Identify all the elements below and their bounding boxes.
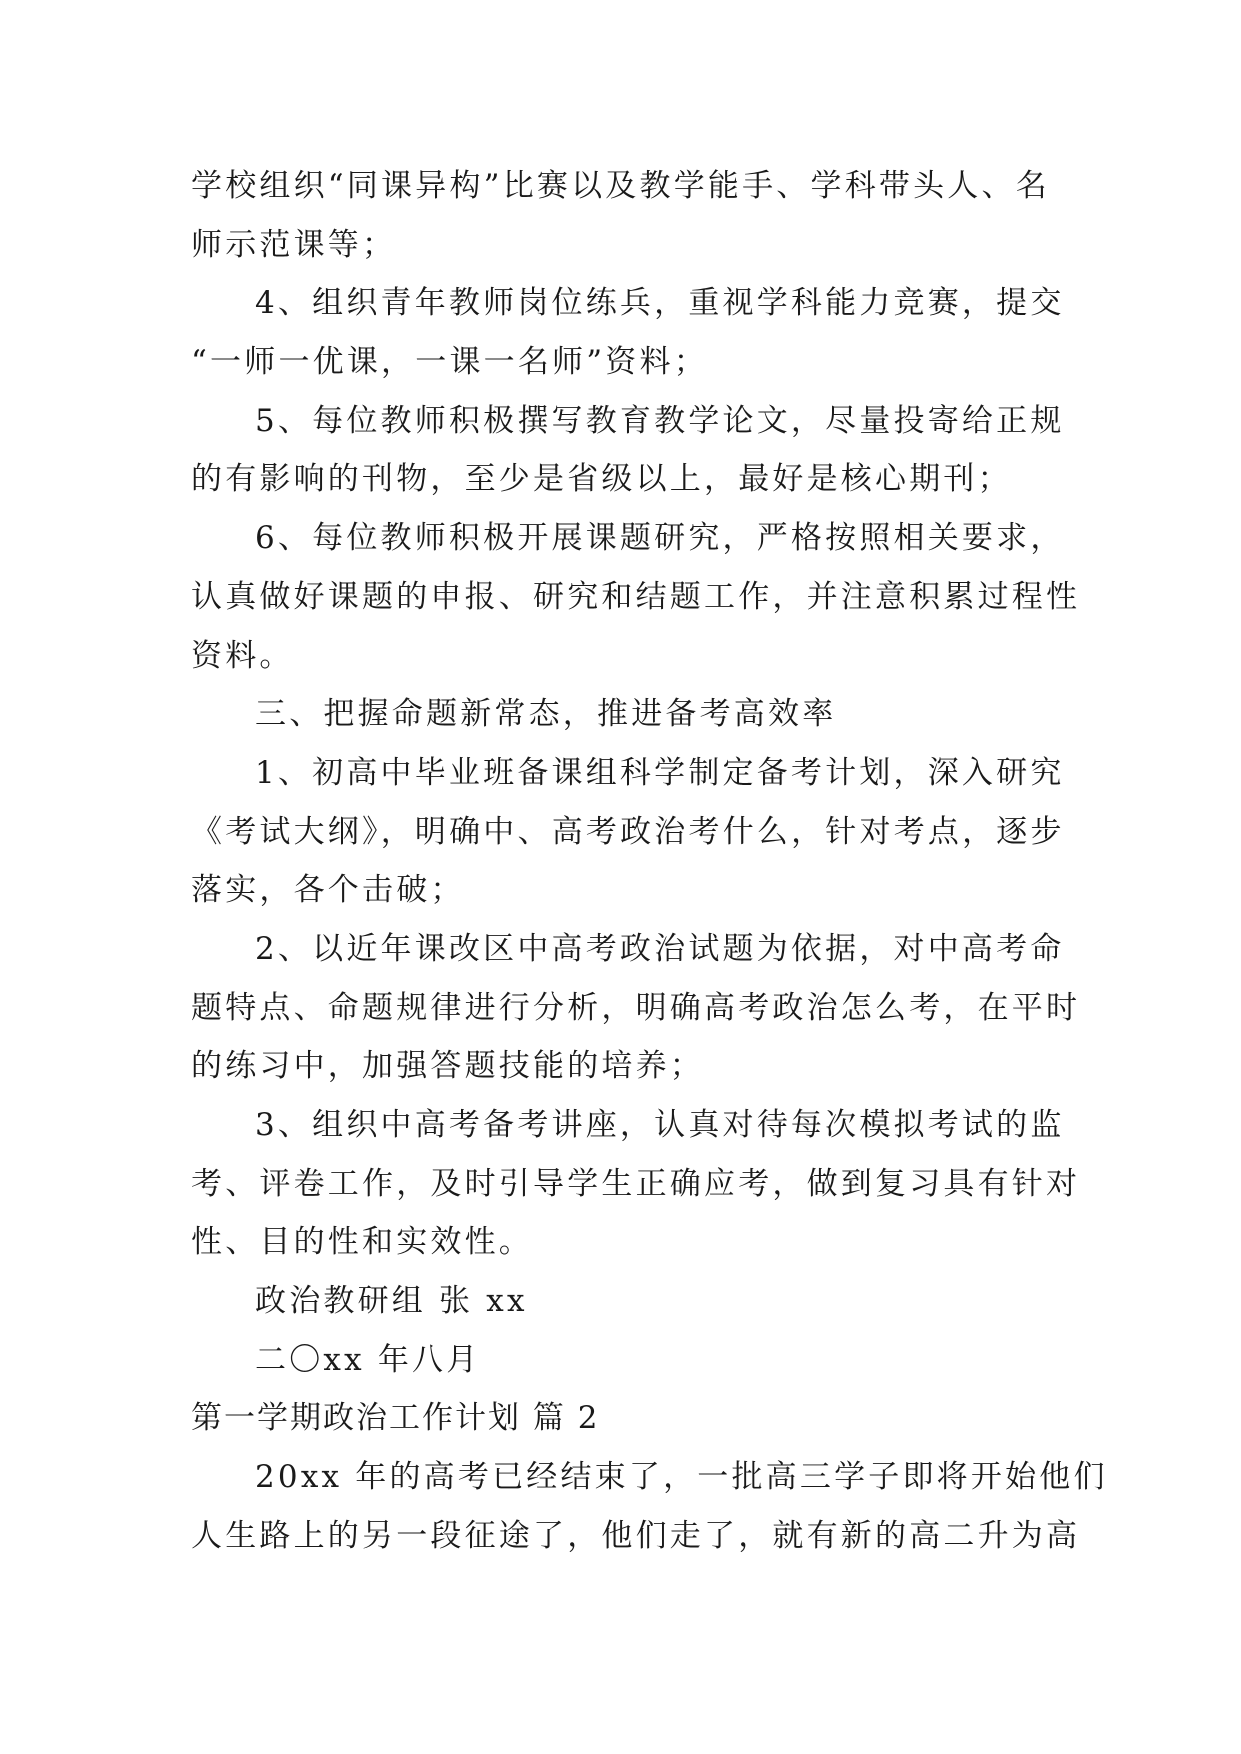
signature-line: 政治教研组 张 xx	[255, 1283, 528, 1320]
text-line: 3、组织中高考备考讲座，认真对待每次模拟考试的监	[255, 1107, 1065, 1143]
text-line: 落实，各个击破；	[191, 872, 465, 909]
text-line: 4、组织青年教师岗位练兵，重视学科能力竞赛，提交	[255, 285, 1065, 322]
text-line: 5、每位教师积极撰写教育教学论文，尽量投寄给正规	[255, 402, 1065, 439]
document-page	[191, 157, 1108, 1566]
text-line: 20xx 年的高考已经结束了，一批高三学子即将开始他们	[255, 1459, 1108, 1496]
text-line: 师示范课等；	[191, 226, 397, 263]
text-line: 学校组织“同课异构”比赛以及教学能手、学科带头人、名	[191, 168, 1050, 204]
text-line: 资料。	[191, 637, 294, 674]
text-line: 《考试大纲》，明确中、高考政治考什么，针对考点，逐步	[191, 813, 1065, 850]
text-line: 性、目的性和实效性。	[191, 1224, 533, 1261]
text-line: 人生路上的另一段征途了，他们走了，就有新的高二升为高	[191, 1517, 1081, 1554]
text-line: 认真做好课题的申报、研究和结题工作，并注意积累过程性	[191, 578, 1081, 615]
text-line: 考、评卷工作，及时引导学生正确应考，做到复习具有针对	[191, 1165, 1081, 1202]
text-line: 的练习中，加强答题技能的培养；	[191, 1048, 704, 1085]
section-heading: 三、把握命题新常态，推进备考高效率	[255, 696, 837, 733]
section-title: 第一学期政治工作计划 篇 2	[191, 1400, 600, 1437]
text-line: 1、初高中毕业班备课组科学制定备考计划，深入研究	[255, 754, 1065, 791]
date-line: 二〇xx 年八月	[255, 1341, 481, 1378]
text-line: 6、每位教师积极开展课题研究，严格按照相关要求，	[255, 520, 1065, 557]
text-line: 题特点、命题规律进行分析，明确高考政治怎么考，在平时	[191, 989, 1081, 1026]
text-line: 2、以近年课改区中高考政治试题为依据，对中高考命	[255, 930, 1065, 967]
text-line: 的有影响的刊物，至少是省级以上，最好是核心期刊；	[191, 461, 1012, 498]
text-line: “一师一优课，一课一名师”资料；	[191, 344, 708, 381]
